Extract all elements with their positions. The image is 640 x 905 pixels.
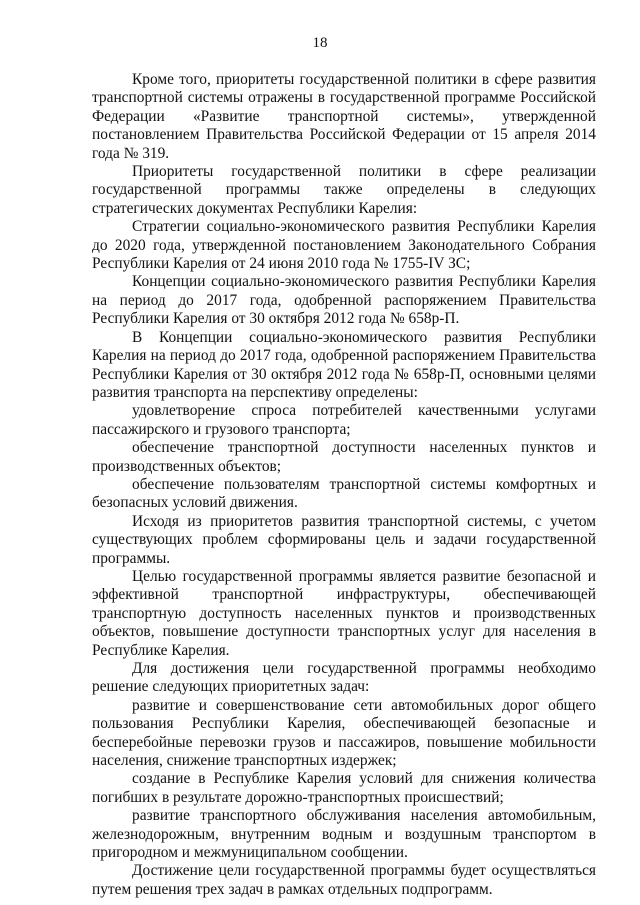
page-number: 18 (312, 35, 328, 51)
list-item: удовлетворение спроса потребителей качественными услугами пассажирского и грузового транспорта; (92, 402, 596, 438)
list-item: развитие транспортного обслуживания населения автомобильным, железнодорожным, внутренним водным и воздушным транспортом в пригородном и межмуниципальном сообщении. (92, 807, 596, 862)
list-item: создание в Республике Карелия условий для снижения количества погибших в результате дорожно-транспортных происшествий; (92, 770, 596, 806)
paragraph: Достижение цели государственной программы будет осуществляться путем решения трех задач в рамках отдельных подпрограмм. (92, 862, 596, 898)
paragraph: Для достижения цели государственной программы необходимо решение следующих приоритетных задач: (92, 660, 596, 696)
list-item: обеспечение транспортной доступности населенных пунктов и производственных объектов; (92, 439, 596, 475)
document-body (92, 71, 596, 899)
paragraph: Концепции социально-экономического развития Республики Карелия на период до 2017 года, одобренной распоряжением Правительства Республики Карелия от 30 октября 2012 года № 658р-П. (92, 273, 596, 328)
paragraph: Приоритеты государственной политики в сфере реализации государственной программы также определены в следующих стратегических документах Республики Карелия: (92, 163, 596, 217)
paragraph: Исходя из приоритетов развития транспортной системы, с учетом существующих проблем сформированы цель и задачи государственной программы. (92, 512, 596, 567)
paragraph: В Концепции социально-экономического развития Республики Карелия на период до 2017 года, одобренной распоряжением Правительства Республики Карелия от 30 октября 2012 года № 658р-П, основными целями развития транспорта на перспективу определены: (92, 328, 596, 401)
paragraph: Кроме того, приоритеты государственной политики в сфере развития транспортной системы отражены в государственной программе Российской Федерации «Развитие транспортной системы», утвержденной постановлением Правительства Российской Федерации от 15 апреля 2014 года № 319. (92, 71, 596, 162)
paragraph: Стратегии социально-экономического развития Республики Карелия до 2020 года, утвержденной постановлением Законодательного Собрания Республики Карелия от 24 июня 2010 года № 1755-IV ЗС; (92, 218, 596, 273)
list-item: обеспечение пользователям транспортной системы комфортных и безопасных условий движения. (92, 475, 596, 512)
paragraph: Целью государственной программы является развитие безопасной и эффективной транспортной инфраструктуры, обеспечивающей транспортную доступность населенных пунктов и производственных объектов, повышение доступности транспортных услуг для населения в Республике Карелия. (92, 567, 596, 659)
list-item: развитие и совершенствование сети автомобильных дорог общего пользования Республики Карелия, обеспечивающей безопасные и бесперебойные перевозки грузов и пассажиров, повышение мобильности населения, снижение транспортных издержек; (92, 696, 596, 770)
